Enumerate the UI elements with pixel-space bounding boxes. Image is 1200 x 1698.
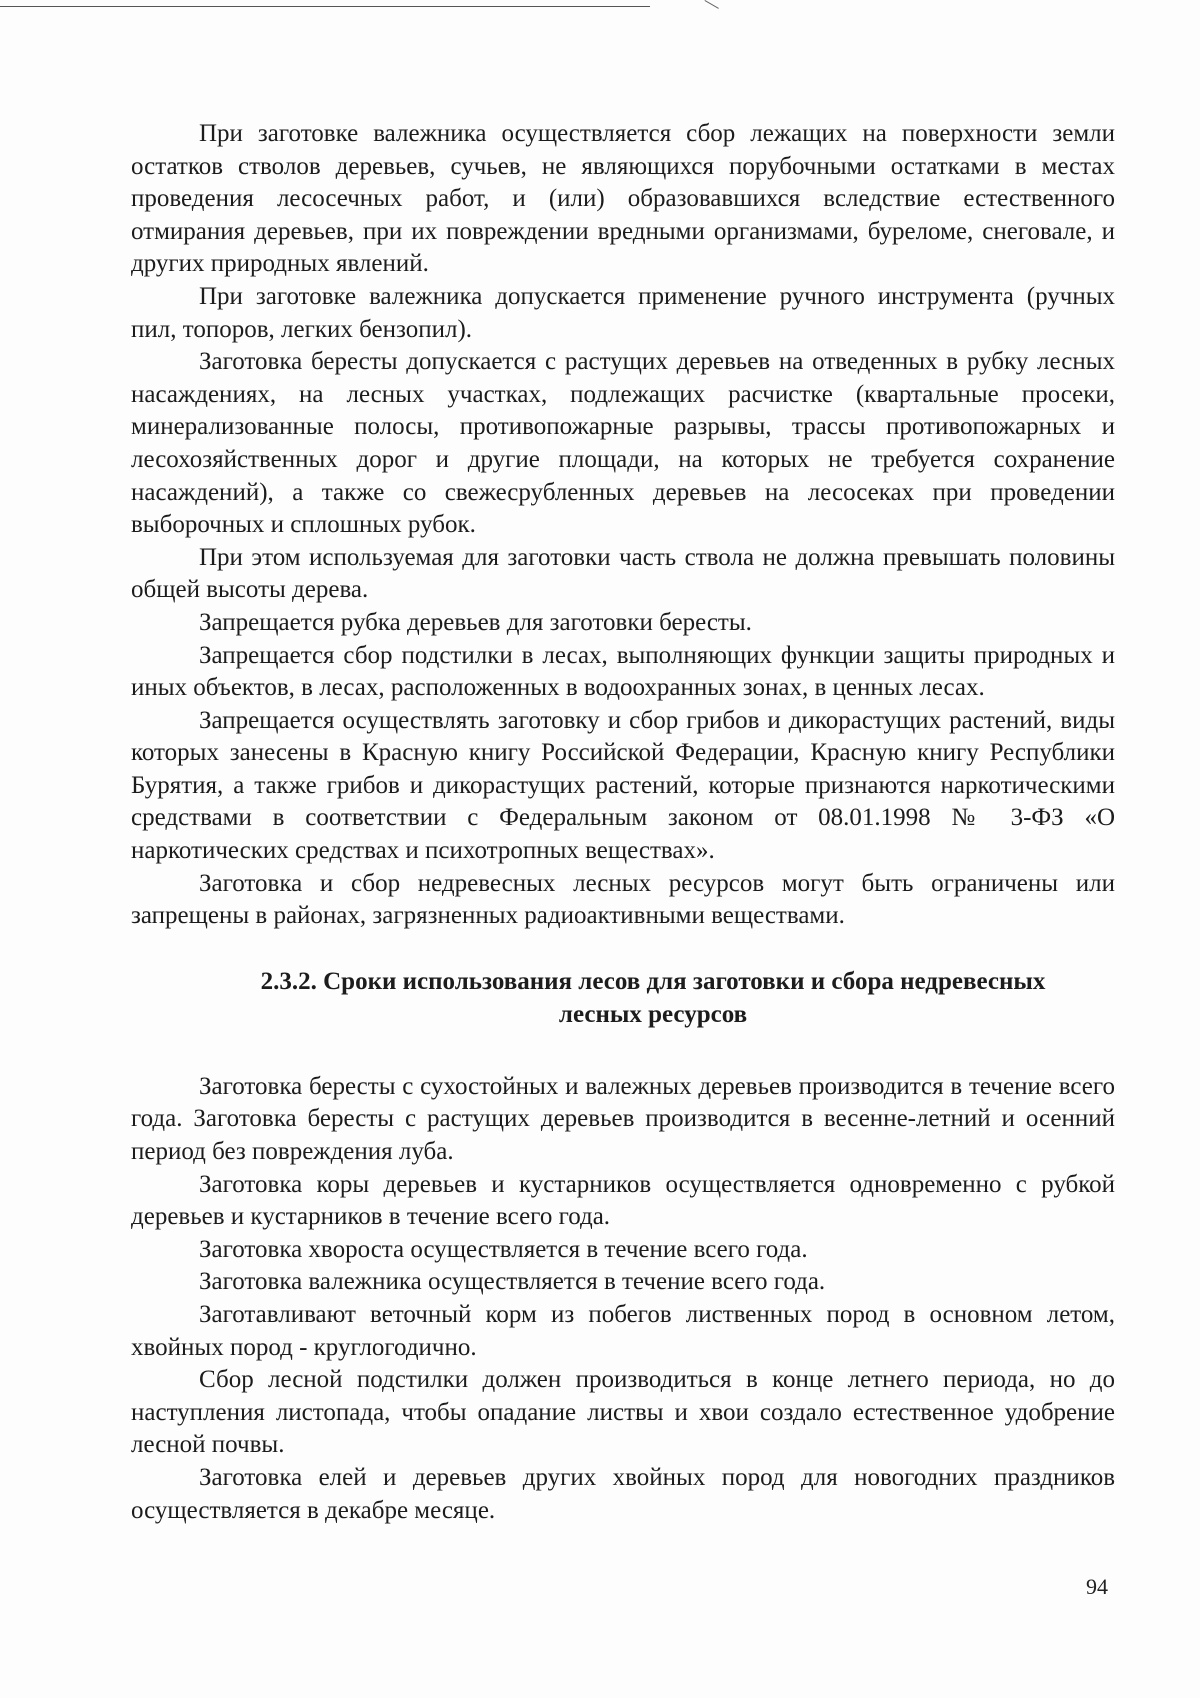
- page-number: 94: [1086, 1574, 1108, 1599]
- paragraph: Запрещается осуществлять заготовку и сбор грибов и дикорастущих растений, виды которых занесены в Красную книгу Российской Федерации, Красную книгу Республики Бурятия, а также грибов и дикорастущих растений, которые признаются наркотическими средствами в соответствии с Федеральным законом от 08.01.1998 № 3-ФЗ «О наркотических средствах и психотропных веществах».: [131, 706, 1115, 865]
- scan-edge-line: [0, 6, 650, 7]
- paragraph: Заготовка коры деревьев и кустарников осуществляется одновременно с рубкой деревьев и кустарников в течение всего года.: [131, 1170, 1115, 1231]
- paragraph: Заготовка елей и деревьев других хвойных пород для новогодних праздников осуществляется в декабре месяце.: [131, 1463, 1115, 1524]
- section-heading-line-2: лесных ресурсов: [558, 1000, 748, 1028]
- paragraph: Запрещается рубка деревьев для заготовки бересты.: [199, 608, 752, 636]
- document-body: [131, 118, 1115, 1527]
- paragraph: Заготовка и сбор недревесных лесных ресурсов могут быть ограничены или запрещены в районах, загрязненных радиоактивными веществами.: [131, 869, 1115, 930]
- paragraph: Заготовка валежника осуществляется в течение всего года.: [199, 1268, 826, 1296]
- section-heading-line-1: 2.3.2. Сроки использования лесов для заготовки и сбора недревесных: [260, 967, 1046, 995]
- paragraph: Запрещается сбор подстилки в лесах, выполняющих функции защиты природных и иных объектов, в лесах, расположенных в водоохранных зонах, в ценных лесах.: [131, 641, 1115, 702]
- paragraph: Заготовка бересты допускается с растущих деревьев на отведенных в рубку лесных насаждениях, на лесных участках, подлежащих расчистке (квартальные просеки, минерализованные полосы, противопожарные разрывы, трассы противопожарных и лесохозяйственных дорог и другие площади, на которых не требуется сохранение насаждений), а также со свежесрубленных деревьев на лесосеках при проведении выборочных и сплошных рубок.: [131, 348, 1115, 539]
- paragraph: Заготавливают веточный корм из побегов лиственных пород в основном летом, хвойных пород - круглогодично.: [131, 1301, 1115, 1361]
- paragraph: Заготовка хвороста осуществляется в течение всего года.: [199, 1235, 808, 1263]
- paragraph: Сбор лесной подстилки должен производиться в конце летнего периода, но до наступления листопада, чтобы опадание листвы и хвои создало естественное удобрение лесной почвы.: [131, 1366, 1115, 1459]
- paragraph: При заготовке валежника допускается применение ручного инструмента (ручных пил, топоров, легких бензопил).: [131, 282, 1115, 343]
- paragraph: При заготовке валежника осуществляется сбор лежащих на поверхности земли остатков стволов деревьев, сучьев, не являющихся порубочными остатками в местах проведения лесосечных работ, и (или) образовавшихся вследствие естественного отмирания деревьев, при их повреждении вредными организмами, буреломе, снеговале, и других природных явлений.: [131, 120, 1115, 278]
- section-heading: [131, 965, 1115, 1031]
- paragraph: При этом используемая для заготовки часть ствола не должна превышать половины общей высоты дерева.: [131, 543, 1115, 604]
- paragraph: Заготовка бересты с сухостойных и валежных деревьев производится в течение всего года. Заготовка бересты с растущих деревьев производится в весенне-летний и осенний период без повреждения луба.: [131, 1072, 1115, 1166]
- scan-mark: [705, 0, 719, 9]
